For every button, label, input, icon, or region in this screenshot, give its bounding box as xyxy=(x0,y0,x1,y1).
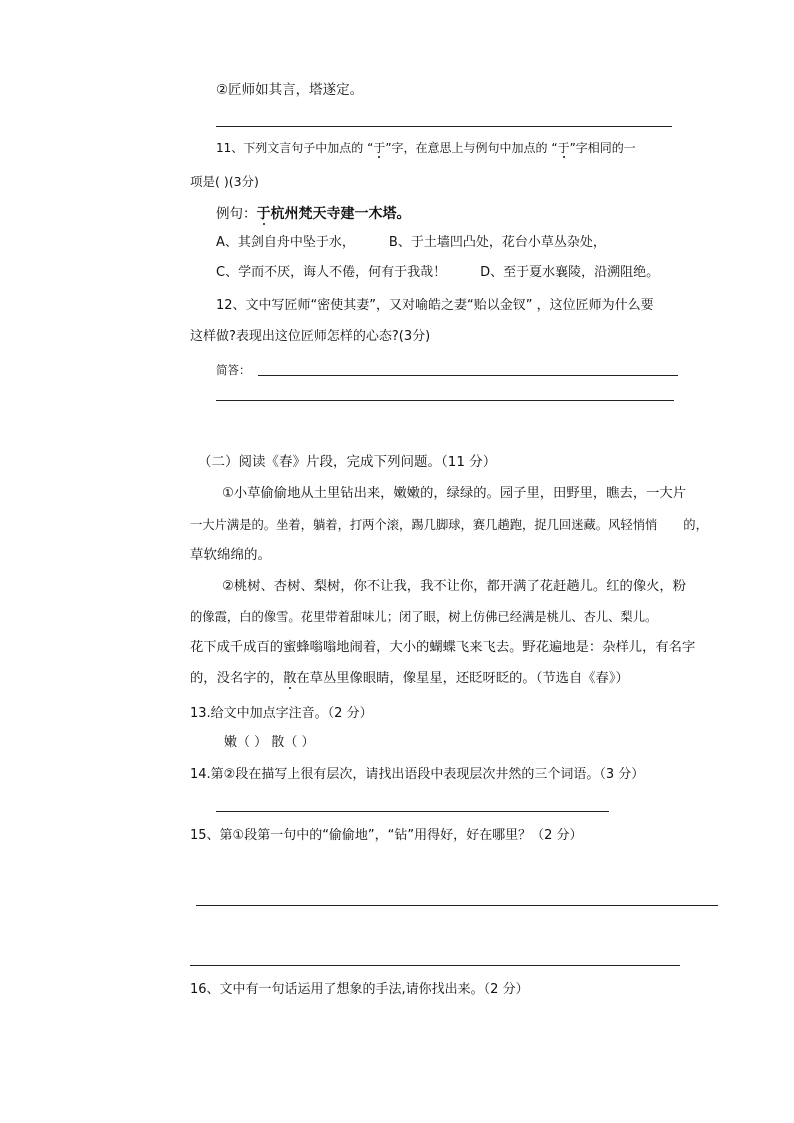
q12-line2: 这样做?表现出这位匠师怎样的心态?(3分) xyxy=(190,329,431,344)
answer-line[interactable] xyxy=(216,400,674,401)
q11-text-b: ”字，在意思上与例句中加点的 “ xyxy=(385,141,558,155)
passage-p2-line3: 花下成千成百的蜜蜂嗡嗡地闹着，大小的蝴蝶飞来飞去。野花遍地是：杂样儿，有名字 xyxy=(190,640,696,655)
answer-line[interactable] xyxy=(258,375,678,376)
dotted-char: 散 xyxy=(283,671,297,686)
q13-question: 13.给文中加点字注音。（2 分） xyxy=(190,706,373,721)
pinyin-blank[interactable]: （ ） xyxy=(237,735,268,750)
q15-question: 15、第①段第一句中的“偷偷地”，“钻”用得好，好在哪里？（2 分） xyxy=(190,828,583,843)
dotted-char: 于 xyxy=(557,141,570,155)
dotted-char: 于 xyxy=(256,206,271,222)
q11-options-ab xyxy=(216,233,606,253)
option-b[interactable]: B、于土墙凹凸处，花台小草丛杂处， xyxy=(388,235,606,250)
q11-text-c: ”字相同的一 xyxy=(569,141,636,155)
passage-p2-line4 xyxy=(190,669,629,689)
passage-text: 的，没名字的， xyxy=(190,671,284,686)
passage-text: 在草丛里像眼睛，像星星，还眨呀眨的。（节选自《春》） xyxy=(296,671,629,686)
option-d[interactable]: D、至于夏水襄陵，沿溯阻绝。 xyxy=(480,265,660,280)
passage-p1-line2 xyxy=(190,515,708,535)
passage-p2-line2: 的像霞，白的像雪。花里带着甜味儿；闭了眼，树上仿佛已经满是桃儿、杏儿、梨儿。 xyxy=(190,610,658,624)
q14-question: 14.第②段在描写上很有层次，请找出语段中表现层次井然的三个词语。（3 分） xyxy=(190,767,645,782)
pinyin-blank[interactable]: （ ） xyxy=(284,735,315,750)
q11-line2: 项是( )(3分) xyxy=(190,174,259,189)
q11-line1 xyxy=(216,138,636,158)
q12-line1: 12、文中写匠师“密使其妻”，又对喻皓之妻“贻以金钗” ，这位匠师为什么要 xyxy=(216,298,654,313)
q16-question: 16、文中有一句话运用了想象的手法,请你找出来。（2 分） xyxy=(190,982,529,997)
section-heading: （二）阅读《春》片段，完成下列问题。（11 分） xyxy=(198,454,497,470)
q11-text-a: 11、下列文言句子中加点的 “ xyxy=(216,141,374,155)
q10-item2: ②匠师如其言，塔遂定。 xyxy=(216,82,364,98)
option-a[interactable]: A、其剑自舟中坠于水， xyxy=(216,235,355,250)
dotted-char: 于 xyxy=(373,141,386,155)
passage-p2-line1: ②桃树、杏树、梨树，你不让我，我不让你，都开满了花赶趟儿。红的像火，粉 xyxy=(222,579,687,594)
passage-p1-line1: ①小草偷偷地从土里钻出来，嫩嫩的，绿绿的。园子里，田野里，瞧去，一大片 xyxy=(222,486,687,501)
pinyin-char: 嫩 xyxy=(224,735,238,750)
pinyin-char: 散 xyxy=(271,735,285,750)
q11-example xyxy=(216,204,411,224)
answer-label: 简答： xyxy=(216,363,251,377)
q11-options-cd xyxy=(216,263,659,283)
passage-text: 一大片满是的。坐着，躺着，打两个滚，踢几脚球，赛几趟跑，捉几回迷藏。风轻悄悄 xyxy=(190,518,658,532)
answer-line[interactable] xyxy=(190,965,680,966)
passage-text: 的， xyxy=(683,518,708,532)
example-label: 例句： xyxy=(216,206,257,222)
example-sentence: 杭州梵天寺建一木塔。 xyxy=(270,206,411,222)
q13-blanks xyxy=(224,733,314,753)
option-c[interactable]: C、学而不厌，诲人不倦，何有于我哉！ xyxy=(216,265,447,280)
answer-line[interactable] xyxy=(216,126,672,127)
passage-p1-line3: 草软绵绵的。 xyxy=(190,547,271,563)
answer-line[interactable] xyxy=(196,905,718,906)
answer-line[interactable] xyxy=(216,811,609,812)
